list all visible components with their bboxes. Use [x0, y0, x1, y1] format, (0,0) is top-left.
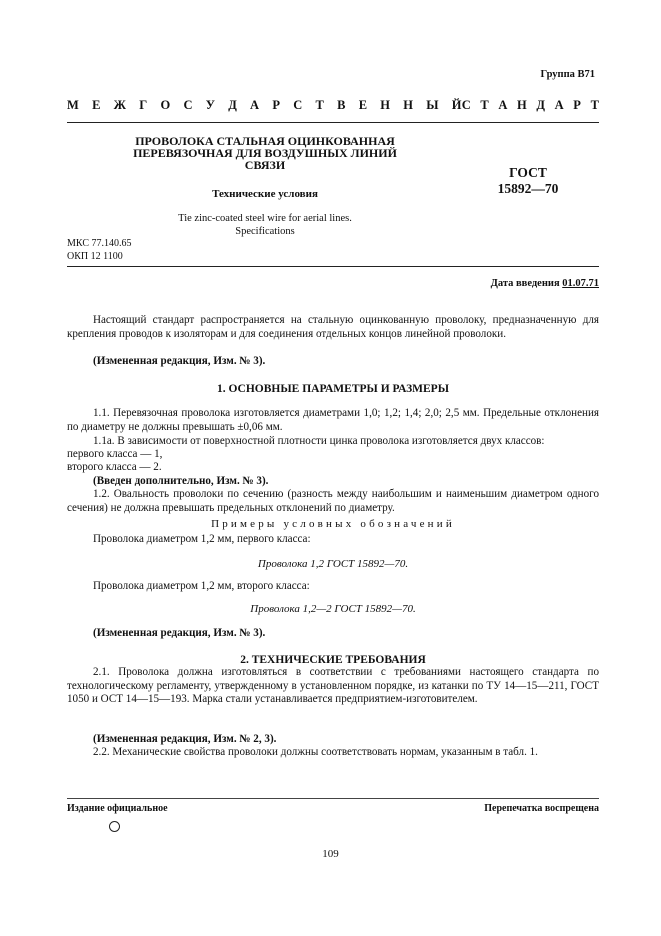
english-title [110, 212, 420, 238]
banner-letter: Д [536, 98, 546, 112]
paragraph-1-2: 1.2. Овальность проволоки по сечению (разность между наибольшим и наименьшим диаметром одного сечения) не должна превышать предельных отклонений по диаметру. [67, 488, 599, 514]
effective-date-value: 01.07.71 [562, 278, 599, 289]
example-2-text: Проволока диаметром 1,2 мм, второго класса: [93, 580, 310, 592]
banner-letter: Д [228, 98, 237, 112]
section-heading-1: 1. ОСНОВНЫЕ ПАРАМЕТРЫ И РАЗМЕРЫ [216, 383, 450, 395]
addition-note: (Введен дополнительно, Изм. № 3). [93, 475, 269, 487]
example-2-designation: Проволока 1,2—2 ГОСТ 15892—70. [250, 603, 416, 615]
examples-heading: Примеры условных обозначений [211, 518, 455, 530]
banner-letter: Е [358, 98, 368, 112]
english-title-line: Specifications [235, 226, 295, 237]
banner-letter: С [293, 98, 303, 112]
banner-word-standard [462, 98, 599, 113]
banner-letter: А [554, 98, 564, 112]
gost-number [478, 165, 578, 197]
circle-mark-icon [109, 821, 120, 832]
banner-word-interstate [67, 98, 462, 113]
document-title [110, 135, 420, 171]
english-title-line: Tie zinc-coated steel wire for aerial lines. [178, 213, 352, 224]
footer-divider [67, 798, 599, 799]
paragraph-1-1a: 1.1а. В зависимости от поверхностной плотности цинка проволока изготовляется двух классов: [93, 435, 545, 447]
classification-codes [67, 237, 131, 263]
banner-letter: А [498, 98, 508, 112]
banner-letter: Р [573, 98, 581, 112]
standard-banner [67, 98, 599, 113]
gost-label: ГОСТ [509, 165, 547, 180]
title-line: СВЯЗИ [244, 158, 286, 172]
banner-letter: Г [139, 98, 148, 112]
class-item-2: второго класса — 2. [67, 461, 162, 473]
intro-paragraph: Настоящий стандарт распространяется на стальную оцинкованную проволоку, предназначенную для крепления проводов к изоляторам и для соединения отдельных концов линейной проволоки. [67, 314, 599, 340]
group-label: Группа В71 [540, 69, 595, 80]
paragraph-2-2: 2.2. Механические свойства проволоки должны соответствовать нормам, указанным в табл. 1. [93, 746, 538, 758]
okp-code: ОКП 12 1100 [67, 251, 123, 262]
page-number: 109 [322, 848, 339, 860]
section-heading-2: 2. ТЕХНИЧЕСКИЕ ТРЕБОВАНИЯ [240, 654, 426, 666]
example-1-text: Проволока диаметром 1,2 мм, первого класса: [93, 533, 311, 545]
title-line: ПЕРЕВЯЗОЧНАЯ ДЛЯ ВОЗДУШНЫХ ЛИНИЙ [133, 146, 397, 160]
banner-letter: У [205, 98, 215, 112]
banner-letter: Ы [426, 98, 439, 112]
gost-code: 15892—70 [497, 181, 559, 196]
banner-letter: Н [403, 98, 413, 112]
effective-date [491, 278, 599, 289]
banner-letter: Н [517, 98, 527, 112]
banner-letter: Й [451, 98, 462, 112]
effective-date-label: Дата введения [490, 278, 560, 289]
banner-letter: Н [380, 98, 391, 112]
amendment-note-2: (Измененная редакция, Изм. № 3). [93, 627, 266, 639]
banner-letter: Ж [113, 98, 127, 112]
example-1-designation: Проволока 1,2 ГОСТ 15892—70. [257, 558, 409, 570]
banner-letter: С [461, 98, 471, 112]
official-edition: Издание официальное [67, 803, 168, 814]
amendment-note-3: (Измененная редакция, Изм. № 2, 3). [93, 733, 277, 745]
mks-code: МКС 77.140.65 [67, 238, 132, 249]
document-subtitle: Технические условия [212, 188, 318, 200]
codes-divider [67, 266, 599, 267]
banner-letter: Т [480, 98, 489, 112]
amendment-note: (Измененная редакция, Изм. № 3). [93, 355, 266, 367]
banner-letter: Р [272, 98, 280, 112]
title-line: ПРОВОЛОКА СТАЛЬНАЯ ОЦИНКОВАННАЯ [135, 134, 395, 148]
banner-letter: Т [315, 98, 324, 112]
banner-letter: О [160, 98, 171, 112]
banner-letter: С [183, 98, 193, 112]
paragraph-2-1: 2.1. Проволока должна изготовляться в соответствии с требованиями настоящего стандарта по технологическому регламенту, утвержденному в установленном порядке, из катанки по ТУ 14—15—211, ГОСТ 1050 и ОСТ 14—15—193. Марка стали устанавливается предприятием-изготовителем. [67, 666, 599, 706]
reprint-prohibited: Перепечатка воспрещена [484, 803, 599, 814]
banner-letter: Т [590, 98, 599, 112]
banner-letter: М [67, 98, 79, 112]
banner-letter: А [250, 98, 260, 112]
banner-letter: В [337, 98, 346, 112]
banner-letter: Е [92, 98, 101, 112]
paragraph-1-1: 1.1. Перевязочная проволока изготовляется диаметрами 1,0; 1,2; 1,4; 2,0; 2,5 мм. Предельные отклонения по диаметру не должны превышать ±0,06 мм. [67, 407, 599, 433]
header-divider [67, 122, 599, 123]
class-item-1: первого класса — 1, [67, 448, 163, 460]
